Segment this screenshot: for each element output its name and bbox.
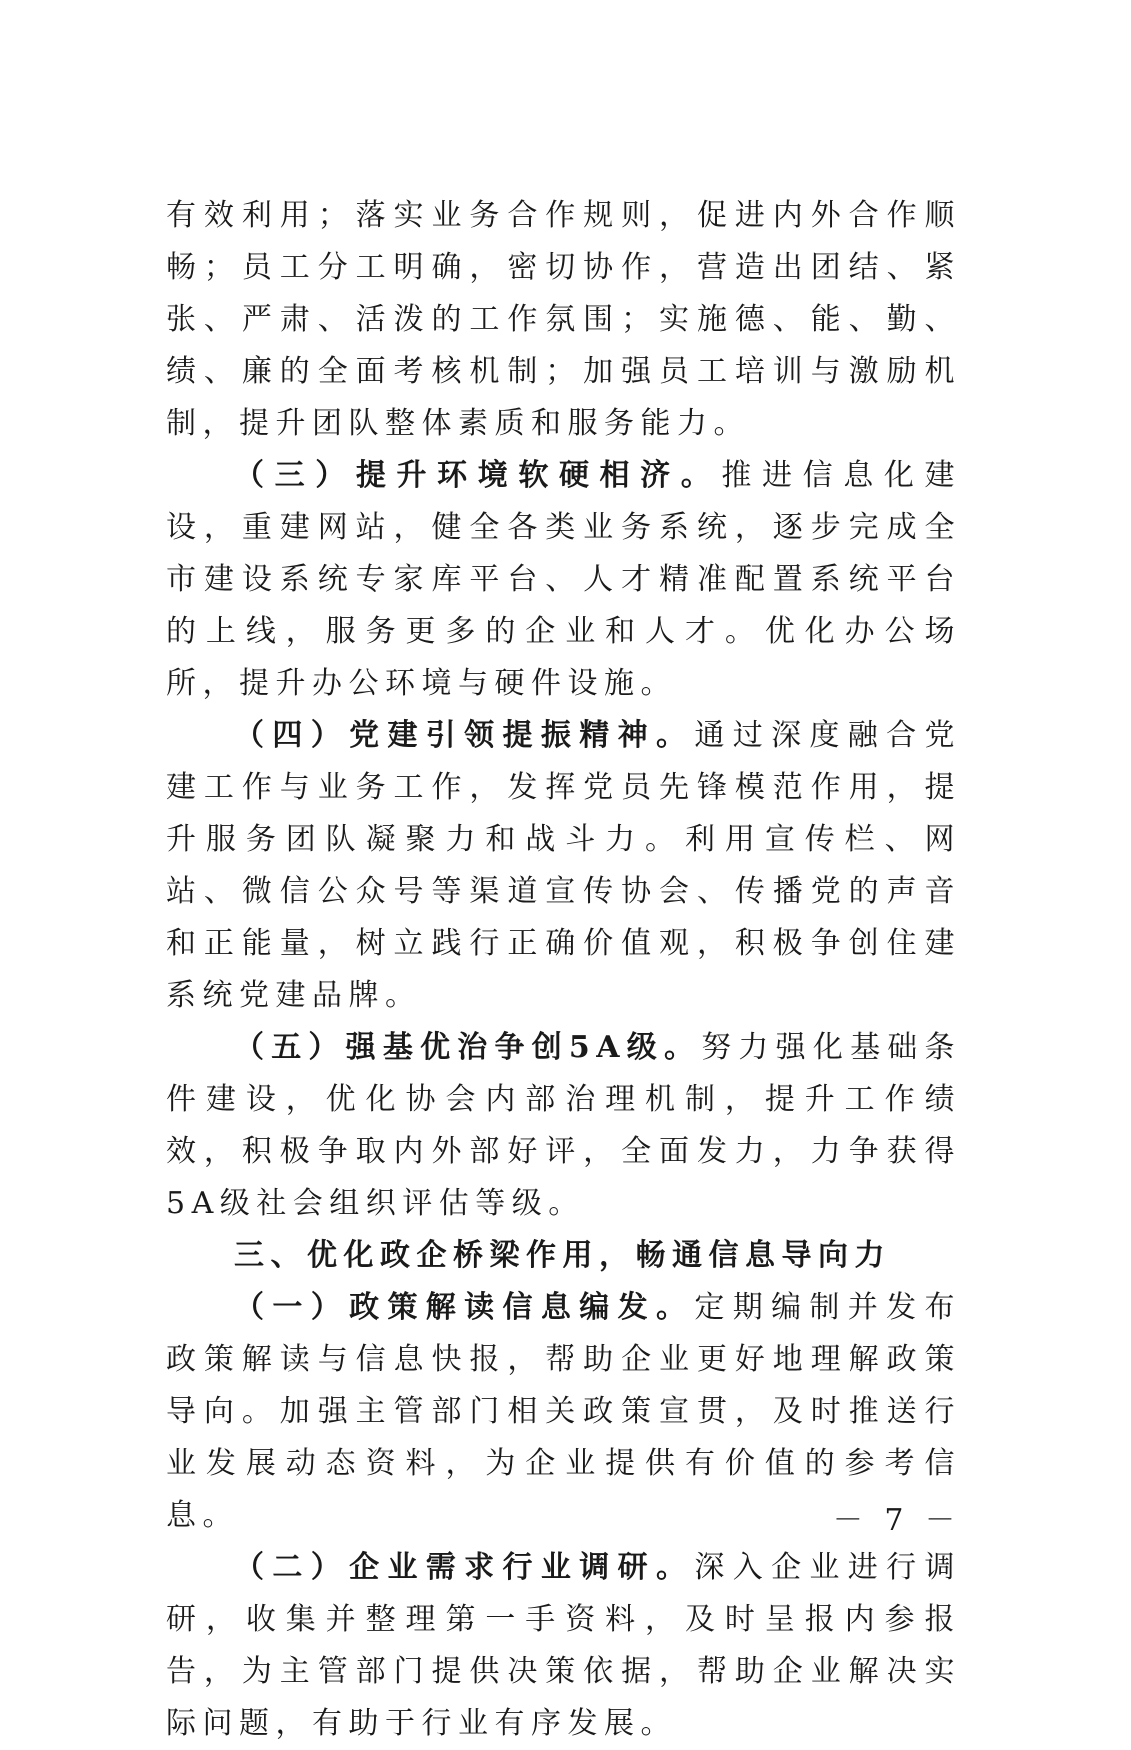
page-number: － 7 － — [832, 1503, 961, 1538]
section-heading: 三、优化政企桥梁作用，畅通信息导向力 — [234, 1238, 891, 1273]
paragraph-text: 努力强化基础条件建设，优化协会内部治理机制，提升工作绩效，积极争取内外部好评，全面发力，力争获得5A级社会组织评估等级。 — [166, 1030, 961, 1221]
paragraph-lead: （一）政策解读信息编发。 — [234, 1290, 695, 1325]
paragraph-environment — [166, 450, 961, 710]
paragraph-lead: （四）党建引领提振精神。 — [234, 718, 695, 753]
paragraph-5a-rating — [166, 1022, 961, 1230]
paragraph-text: 深入企业进行调研，收集并整理第一手资料，及时呈报内参报告，为主管部门提供决策依据，帮助企业解决实际问题，有助于行业有序发展。 — [166, 1550, 962, 1741]
paragraph-lead: （二）企业需求行业调研。 — [234, 1550, 695, 1585]
paragraph-party-building — [166, 710, 961, 1022]
paragraph-lead: （五）强基优治争创5A级。 — [234, 1030, 702, 1065]
paragraph-text: 定期编制并发布政策解读与信息快报，帮助企业更好地理解政策导向。加强主管部门相关政策宣贯，及时推送行业发展动态资料，为企业提供有价值的参考信息。 — [166, 1290, 962, 1533]
paragraph-text: 推进信息化建设，重建网站，健全各类业务系统，逐步完成全市建设系统专家库平台、人才精准配置系统平台的上线，服务更多的企业和人才。优化办公场所，提升办公环境与硬件设施。 — [166, 458, 962, 701]
paragraph-industry-research — [166, 1542, 961, 1750]
paragraph-lead: （三）提升环境软硬相济。 — [234, 458, 722, 493]
paragraph-continuation — [166, 190, 961, 450]
paragraph-text: 有效利用；落实业务合作规则，促进内外合作顺畅；员工分工明确，密切协作，营造出团结、紧张、严肃、活泼的工作氛围；实施德、能、勤、绩、廉的全面考核机制；加强员工培训与激励机制，提升团队整体素质和服务能力。 — [166, 198, 961, 441]
paragraph-text: 通过深度融合党建工作与业务工作，发挥党员先锋模范作用，提升服务团队凝聚力和战斗力。利用宣传栏、网站、微信公众号等渠道宣传协会、传播党的声音和正能量，树立践行正确价值观，积极争创住建系统党建品牌。 — [166, 718, 962, 1013]
